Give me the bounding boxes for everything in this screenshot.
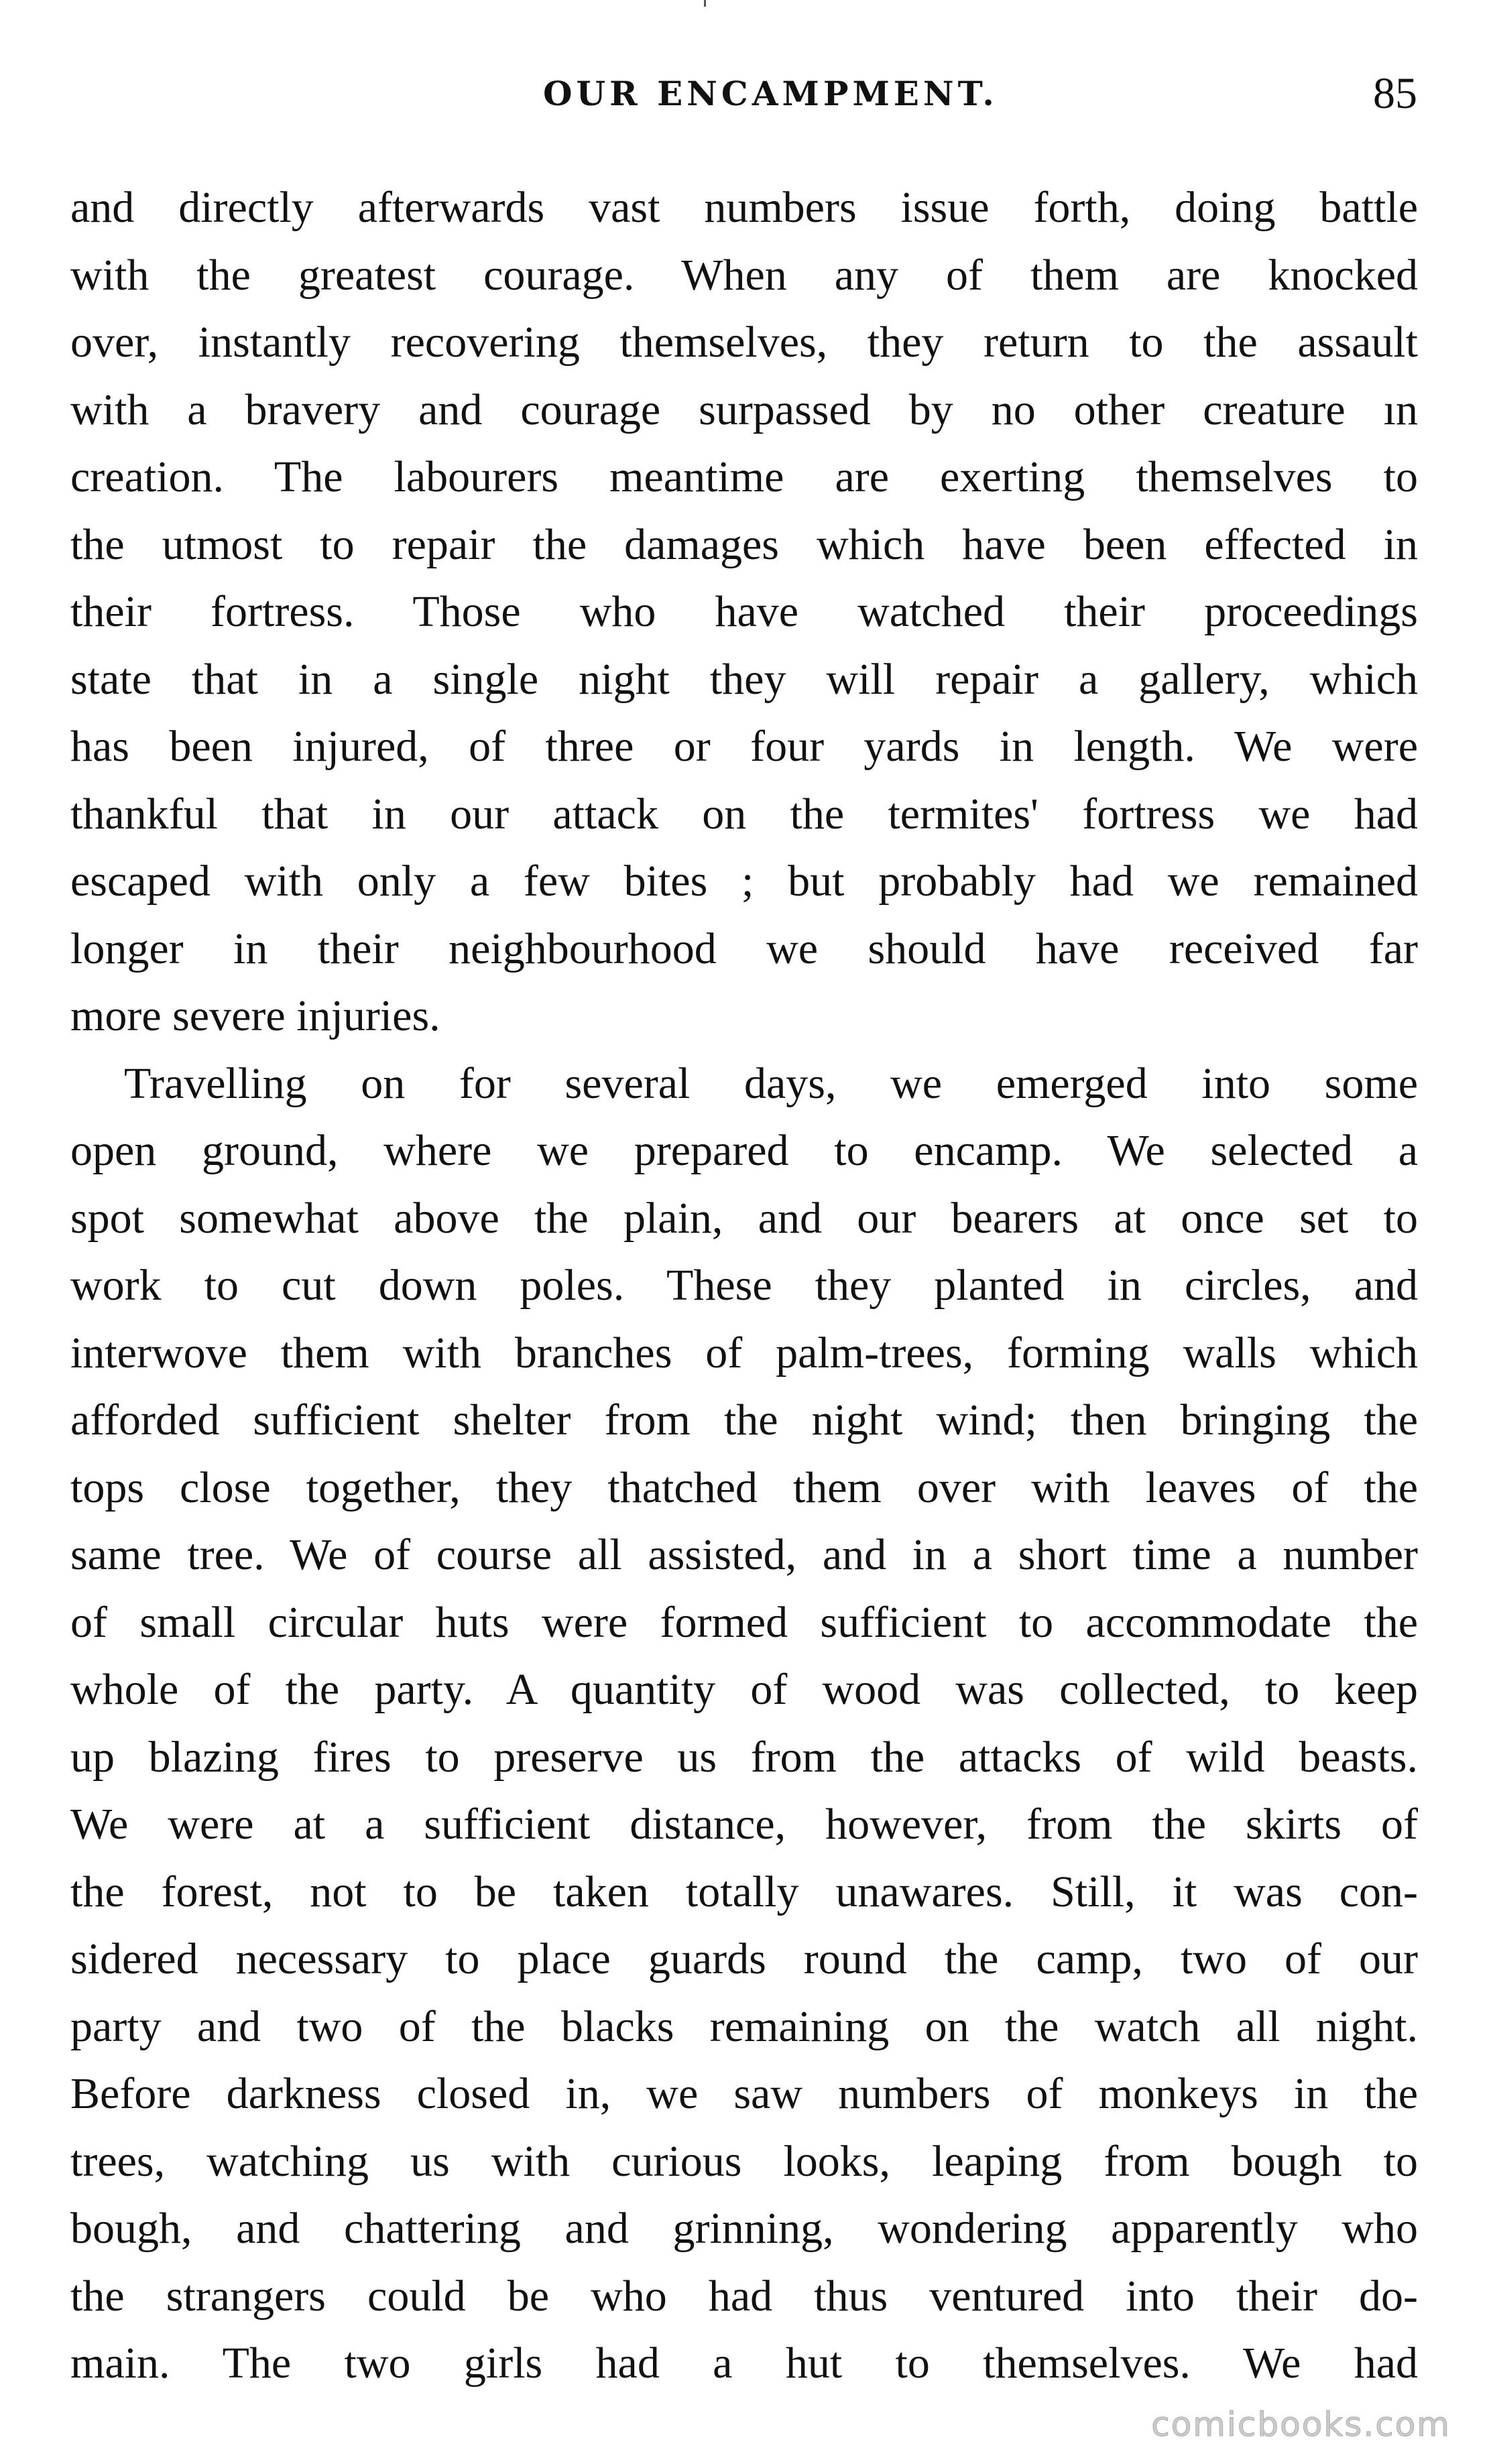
- text-line: open ground, where we prepared to encamp. We selected a: [70, 1126, 1418, 1175]
- text-line: over, instantly recovering themselves, they return to the assault: [70, 318, 1418, 367]
- text-line: afforded sufficient shelter from the night wind; then bringing the: [70, 1396, 1418, 1444]
- text-line: state that in a single night they will repair a gallery, which: [70, 654, 1418, 704]
- text-line: the utmost to repair the damages which have been effected in: [70, 519, 1418, 569]
- running-head: [0, 67, 1491, 121]
- top-margin-mark: [704, 0, 706, 7]
- text-line: We were at a sufficient distance, however, from the skirts of: [70, 1800, 1418, 1849]
- text-line: the forest, not to be taken totally unawares. Still, it was con-: [70, 1867, 1418, 1916]
- text-line: escaped with only a few bites ; but probably had we remained: [70, 857, 1418, 906]
- text-line: creation. The labourers meantime are exerting themselves to: [70, 452, 1418, 501]
- text-line: their fortress. Those who have watched their proceedings: [70, 587, 1418, 636]
- text-line: interwove them with branches of palm-trees, forming walls which: [70, 1328, 1418, 1377]
- text-line: whole of the party. A quantity of wood was collected, to keep: [70, 1665, 1418, 1714]
- text-line: more severe injuries.: [70, 991, 440, 1040]
- text-line: thankful that in our attack on the termites' fortress we had: [70, 789, 1418, 839]
- text-line: with the greatest courage. When any of them are knocked: [70, 250, 1418, 300]
- text-line: and directly afterwards vast numbers issue forth, doing battle: [70, 183, 1418, 232]
- text-line: work to cut down poles. These they planted in circles, and: [70, 1261, 1418, 1310]
- text-line: spot somewhat above the plain, and our bearers at once set to: [70, 1193, 1418, 1243]
- text-line: longer in their neighbourhood we should have received far: [70, 924, 1418, 973]
- text-line: same tree. We of course all assisted, and in a short time a number: [70, 1530, 1418, 1579]
- text-line: trees, watching us with curious looks, leaping from bough to: [70, 2136, 1418, 2186]
- text-line: party and two of the blacks remaining on the watch all night.: [70, 2001, 1418, 2051]
- body-text: [70, 174, 1418, 2398]
- text-line: the strangers could be who had thus ventured into their do-: [70, 2271, 1418, 2321]
- watermark: comicbooks.com: [1151, 2405, 1451, 2444]
- text-line: up blazing fires to preserve us from the attacks of wild beasts.: [70, 1732, 1418, 1782]
- page-number: 85: [1373, 69, 1417, 118]
- text-line: tops close together, they thatched them over with leaves of the: [70, 1463, 1418, 1512]
- text-line: sidered necessary to place guards round the camp, two of our: [70, 1934, 1418, 1983]
- text-line: main. The two girls had a hut to themselves. We had: [70, 2339, 1418, 2388]
- text-line: Before darkness closed in, we saw numbers of monkeys in the: [70, 2069, 1418, 2118]
- text-line: with a bravery and courage surpassed by no other creature ın: [70, 385, 1418, 434]
- running-title: OUR ENCAMPMENT.: [543, 74, 998, 113]
- text-line: bough, and chattering and grinning, wondering apparently who: [70, 2204, 1418, 2253]
- text-line: of small circular huts were formed sufficient to accommodate the: [70, 1597, 1418, 1647]
- text-line: has been injured, of three or four yards in length. We were: [70, 722, 1418, 771]
- text-line: Travelling on for several days, we emerged into some: [124, 1058, 1418, 1108]
